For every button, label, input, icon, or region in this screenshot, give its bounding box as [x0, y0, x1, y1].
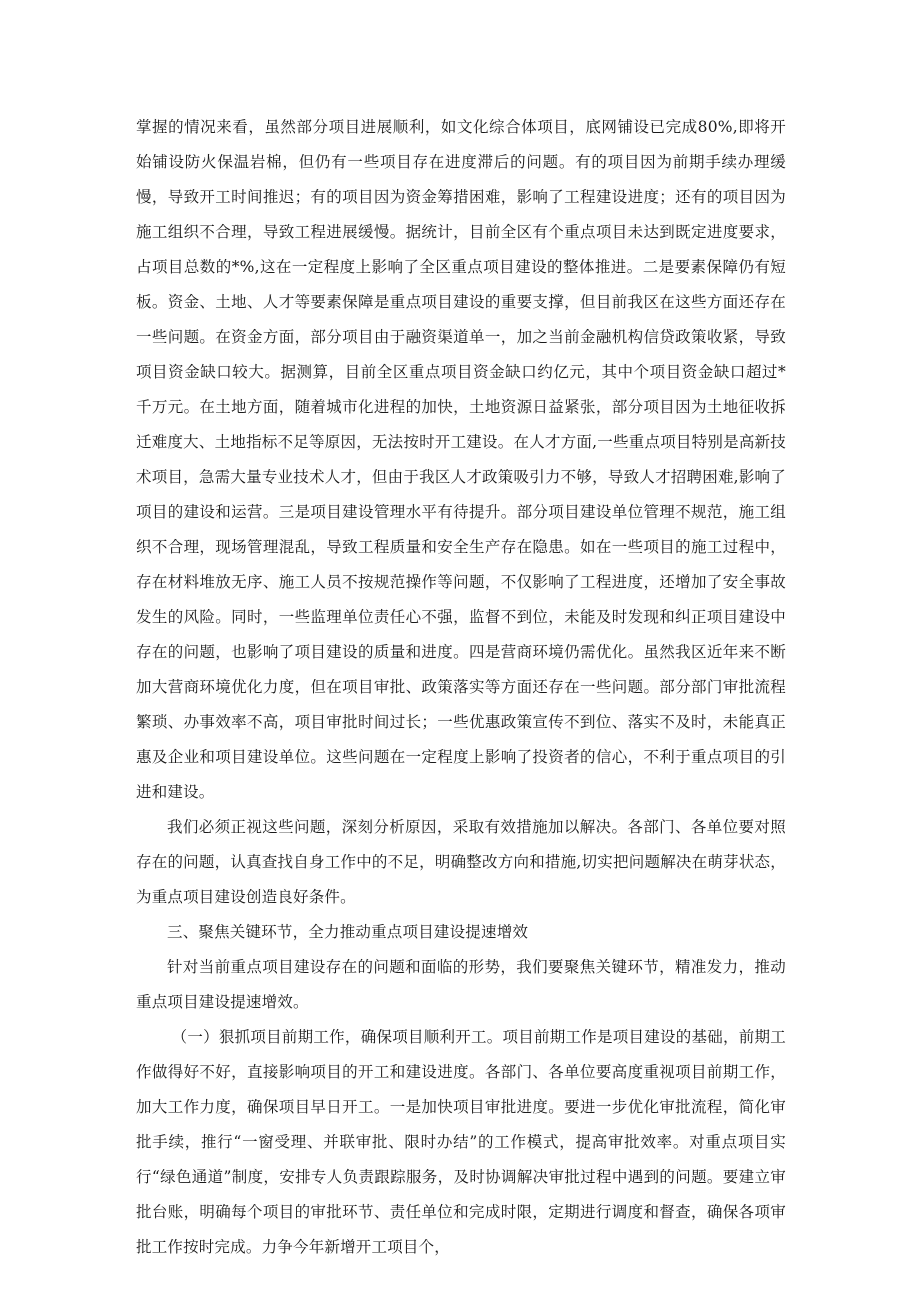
paragraph-face-problems: 我们必须正视这些问题，深刻分析原因，采取有效措施加以解决。各部门、各单位要对照存在的问题，认真查找自身工作中的不足，明确整改方向和措施,切实把问题解决在萌芽状态，为重点项目建设创造良好条件。 — [136, 818, 786, 906]
section-heading-three: 三、聚焦关键环节，全力推动重点项目建设提速增效 — [167, 923, 529, 941]
document-page — [136, 110, 786, 1265]
paragraph-preliminary-work: （一）狠抓项目前期工作，确保项目顺利开工。项目前期工作是项目建设的基础，前期工作做得好不好，直接影响项目的开工和建设进度。各部门、各单位要高度重视项目前期工作，加大工作力度，确保项目早日开工。一是加快项目审批进度。要进一步优化审批流程，简化审批手续，推行“一窗受理、并联审批、限时办结”的工作模式，提高审批效率。对重点项目实行“绿色通道”制度，安排专人负责跟踪服务，及时协调解决审批过程中遇到的问题。要建立审批台账，明确每个项目的审批环节、责任单位和完成时限，定期进行调度和督查，确保各项审批工作按时完成。力争今年新增开工项目个， — [136, 1028, 786, 1256]
paragraph-section-intro: 针对当前重点项目建设存在的问题和面临的形势，我们要聚焦关键环节，精准发力，推动重点项目建设提速增效。 — [136, 958, 786, 1011]
paragraph-problems: 掌握的情况来看，虽然部分项目进展顺利，如文化综合体项目，底网铺设已完成80%,即将开始铺设防火保温岩棉，但仍有一些项目存在进度滞后的问题。有的项目因为前期手续办理缓慢，导致开工时间推迟；有的项目因为资金筹措困难，影响了工程建设进度；还有的项目因为施工组织不合理，导致工程进展缓慢。据统计，目前全区有个重点项目未达到既定进度要求，占项目总数的*%,这在一定程度上影响了全区重点项目建设的整体推进。二是要素保障仍有短板。资金、土地、人才等要素保障是重点项目建设的重要支撑，但目前我区在这些方面还存在一些问题。在资金方面，部分项目由于融资渠道单一，加之当前金融机构信贷政策收紧，导致项目资金缺口较大。据测算，目前全区重点项目资金缺口约亿元，其中个项目资金缺口超过*千万元。在土地方面，随着城市化进程的加快，土地资源日益紧张，部分项目因为土地征收拆迁难度大、土地指标不足等原因，无法按时开工建设。在人才方面,一些重点项目特别是高新技术项目，急需大量专业技术人才，但由于我区人才政策吸引力不够，导致人才招聘困难,影响了项目的建设和运营。三是项目建设管理水平有待提升。部分项目建设单位管理不规范，施工组织不合理，现场管理混乱，导致工程质量和安全生产存在隐患。如在一些项目的施工过程中，存在材料堆放无序、施工人员不按规范操作等问题，不仅影响了工程进度，还增加了安全事故发生的风险。同时，一些监理单位责任心不强，监督不到位，未能及时发现和纠正项目建设中存在的问题，也影响了项目建设的质量和进度。四是营商环境仍需优化。虽然我区近年来不断加大营商环境优化力度，但在项目审批、政策落实等方面还存在一些问题。部分部门审批流程繁琐、办事效率不高，项目审批时间过长；一些优惠政策宣传不到位、落实不及时，未能真正惠及企业和项目建设单位。这些问题在一定程度上影响了投资者的信心，不利于重点项目的引进和建设。 — [136, 118, 786, 801]
